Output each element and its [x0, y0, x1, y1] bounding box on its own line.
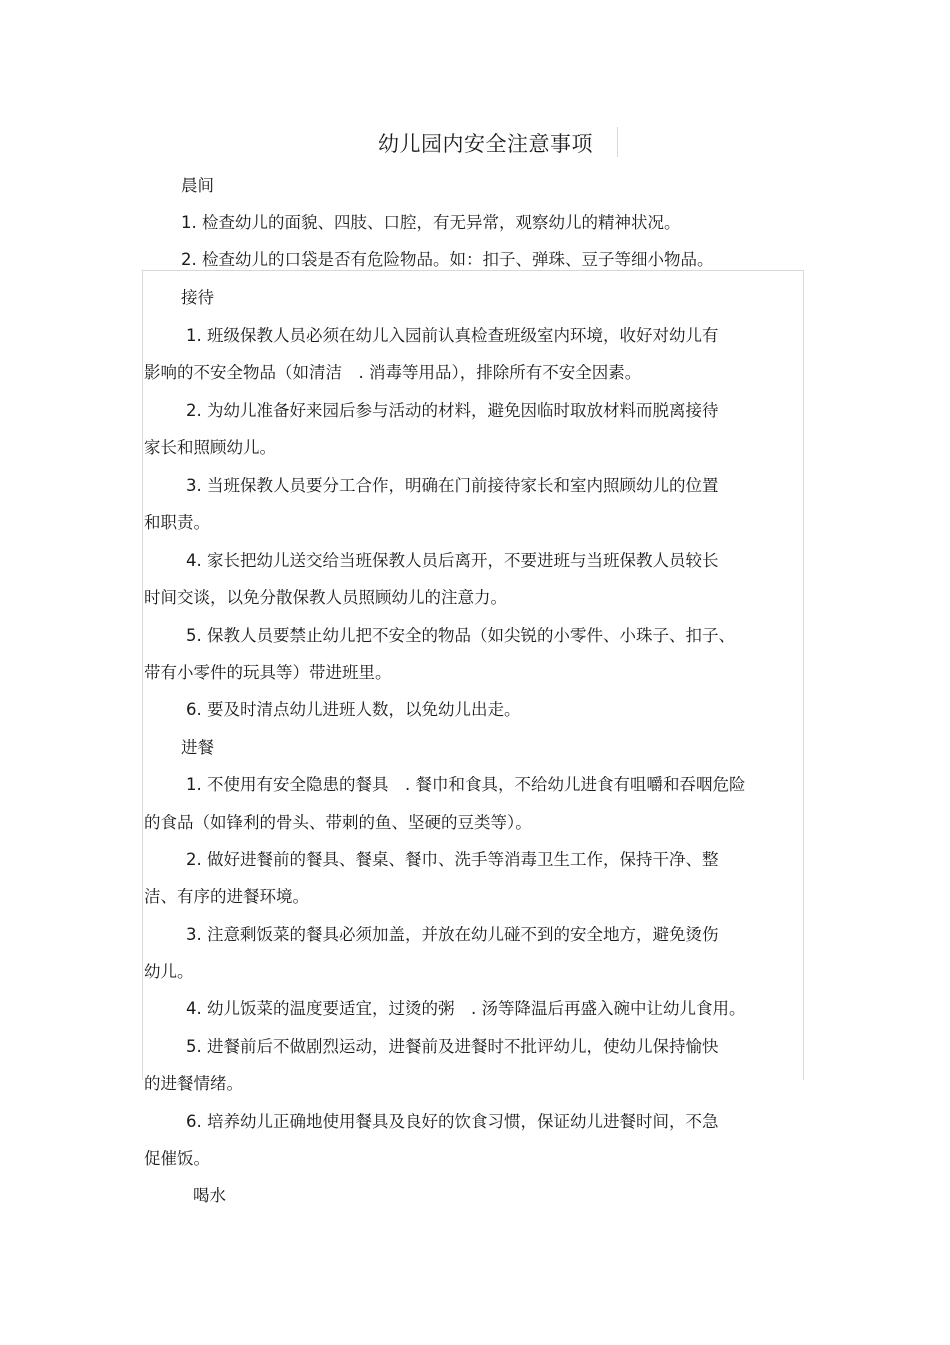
meal-item-3-line-1: 3. 注意剩饭菜的餐具必须加盖，并放在幼儿碰不到的安全地方，避免烫伤: [186, 925, 719, 944]
page-title: 幼儿园内安全注意事项: [378, 132, 593, 156]
morning-item-2: 2. 检查幼儿的口袋是否有危险物品。如：扣子、弹珠、豆子等细小物品。: [181, 250, 714, 269]
meal-item-4: 4. 幼儿饭菜的温度要适宜，过烫的粥 . 汤等降温后再盛入碗中让幼儿食用。: [186, 999, 746, 1018]
meal-item-6-line-1: 6. 培养幼儿正确地使用餐具及良好的饮食习惯，保证幼儿进餐时间，不急: [186, 1112, 719, 1131]
meal-item-2-line-1: 2. 做好进餐前的餐具、餐桌、餐巾、洗手等消毒卫生工作，保持干净、整: [186, 850, 719, 869]
content-box-left-edge: [142, 270, 143, 1080]
meal-item-3-line-2: 幼儿。: [144, 962, 194, 981]
meal-item-1-line-1: 1. 不使用有安全隐患的餐具 . 餐巾和食具，不给幼儿进食有咀嚼和吞咽危险: [186, 775, 746, 794]
section-heading-reception: 接待: [181, 288, 214, 307]
reception-item-4-line-1: 4. 家长把幼儿送交给当班保教人员后离开，不要进班与当班保教人员较长: [186, 551, 719, 570]
reception-item-2-line-2: 家长和照顾幼儿。: [144, 438, 276, 457]
reception-item-4-line-2: 时间交谈，以免分散保教人员照顾幼儿的注意力。: [144, 588, 507, 607]
section-heading-morning: 晨间: [181, 176, 214, 195]
reception-item-5-line-1: 5. 保教人员要禁止幼儿把不安全的物品（如尖锐的小零件、小珠子、扣子、: [186, 626, 735, 645]
meal-item-5-line-2: 的进餐情绪。: [144, 1074, 243, 1093]
reception-item-6: 6. 要及时清点幼儿进班人数，以免幼儿出走。: [186, 700, 521, 719]
title-box-edge: [617, 127, 618, 157]
reception-item-3-line-1: 3. 当班保教人员要分工合作，明确在门前接待家长和室内照顾幼儿的位置: [186, 476, 719, 495]
reception-item-1-line-1: 1. 班级保教人员必须在幼儿入园前认真检查班级室内环境，收好对幼儿有: [186, 326, 719, 345]
morning-item-1: 1. 检查幼儿的面貌、四肢、口腔，有无异常，观察幼儿的精神状况。: [181, 213, 681, 232]
content-box-right-edge: [803, 270, 804, 1080]
meal-item-2-line-2: 洁、有序的进餐环境。: [144, 887, 309, 906]
reception-item-1-line-2: 影响的不安全物品（如清洁 . 消毒等用品），排除所有不安全因素。: [144, 363, 642, 382]
meal-item-6-line-2: 促催饭。: [144, 1149, 210, 1168]
meal-item-5-line-1: 5. 进餐前后不做剧烈运动，进餐前及进餐时不批评幼儿，使幼儿保持愉快: [186, 1037, 719, 1056]
reception-item-2-line-1: 2. 为幼儿准备好来园后参与活动的材料，避免因临时取放材料而脱离接待: [186, 401, 719, 420]
reception-item-3-line-2: 和职责。: [144, 513, 210, 532]
meal-item-1-line-2: 的食品（如锋利的骨头、带刺的鱼、坚硬的豆类等）。: [144, 813, 532, 832]
section-heading-meal: 进餐: [181, 738, 214, 757]
reception-item-5-line-2: 带有小零件的玩具等）带进班里。: [144, 663, 392, 682]
section-heading-drinking: 喝水: [193, 1186, 226, 1205]
